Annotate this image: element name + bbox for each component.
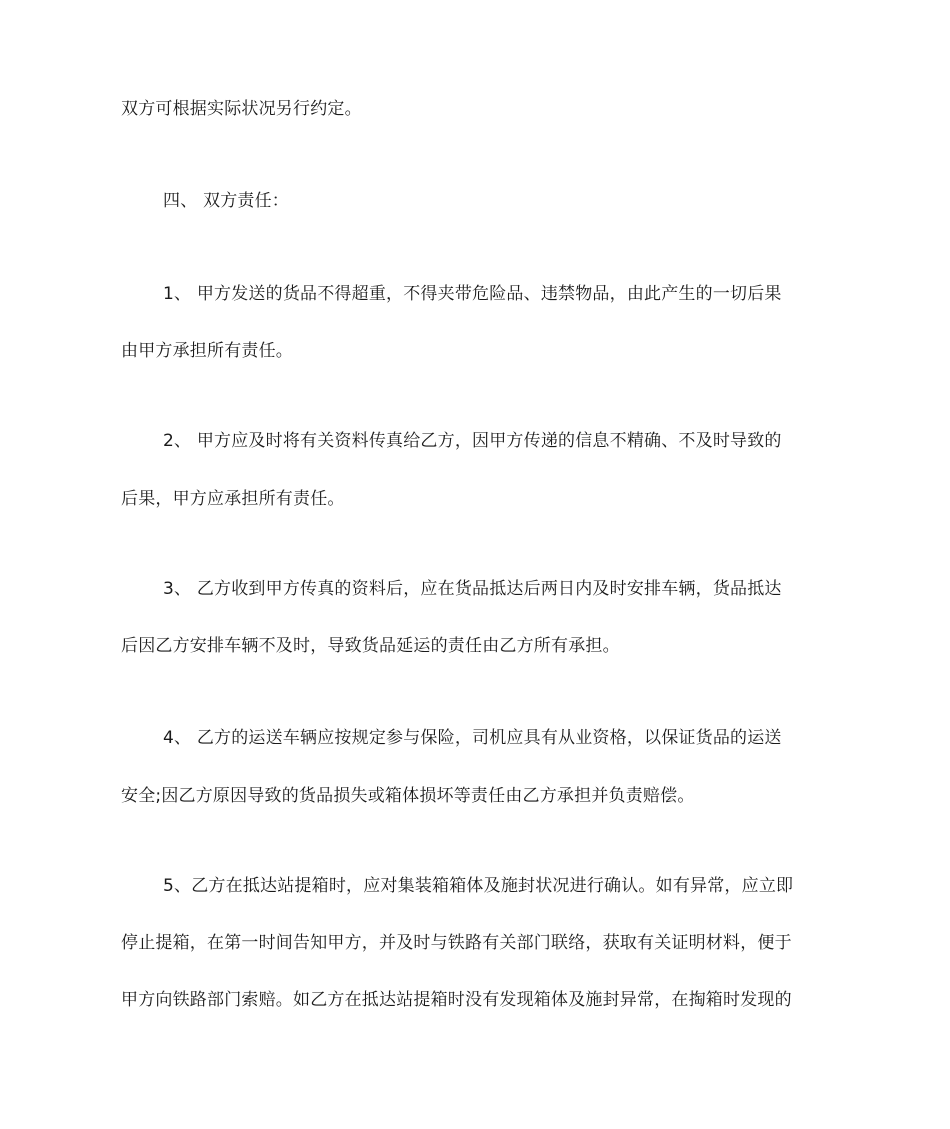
clause-4-line-2: 安全;因乙方原因导致的货品损失或箱体损坏等责任由乙方承担并负责赔偿。: [121, 786, 695, 806]
clause-5-line-2: 停止提箱，在第一时间告知甲方，并及时与铁路有关部门联络，获取有关证明材料，便于: [121, 933, 792, 953]
section-heading-responsibilities: 四、 双方责任：: [163, 191, 290, 211]
clause-5-line-3: 甲方向铁路部门索赔。如乙方在抵达站提箱时没有发现箱体及施封异常，在掏箱时发现的: [121, 990, 792, 1010]
clause-2-line-2: 后果，甲方应承担所有责任。: [121, 489, 345, 509]
clause-3-line-1: 3、 乙方收到甲方传真的资料后，应在货品抵达后两日内及时安排车辆，货品抵达: [163, 579, 782, 599]
clause-4-line-1: 4、 乙方的运送车辆应按规定参与保险，司机应具有从业资格，以保证货品的运送: [163, 728, 782, 748]
clause-1-line-1: 1、 甲方发送的货品不得超重，不得夹带危险品、违禁物品，由此产生的一切后果: [163, 284, 782, 304]
clause-3-line-2: 后因乙方安排车辆不及时，导致货品延运的责任由乙方所有承担。: [121, 636, 620, 656]
clause-1-line-2: 由甲方承担所有责任。: [121, 341, 293, 361]
clause-5-line-1: 5、乙方在抵达站提箱时，应对集装箱箱体及施封状况进行确认。如有异常，应立即: [163, 876, 794, 896]
paragraph-line-continuation: 双方可根据实际状况另行约定。: [121, 99, 362, 119]
clause-2-line-1: 2、 甲方应及时将有关资料传真给乙方，因甲方传递的信息不精确、不及时导致的: [163, 431, 782, 451]
